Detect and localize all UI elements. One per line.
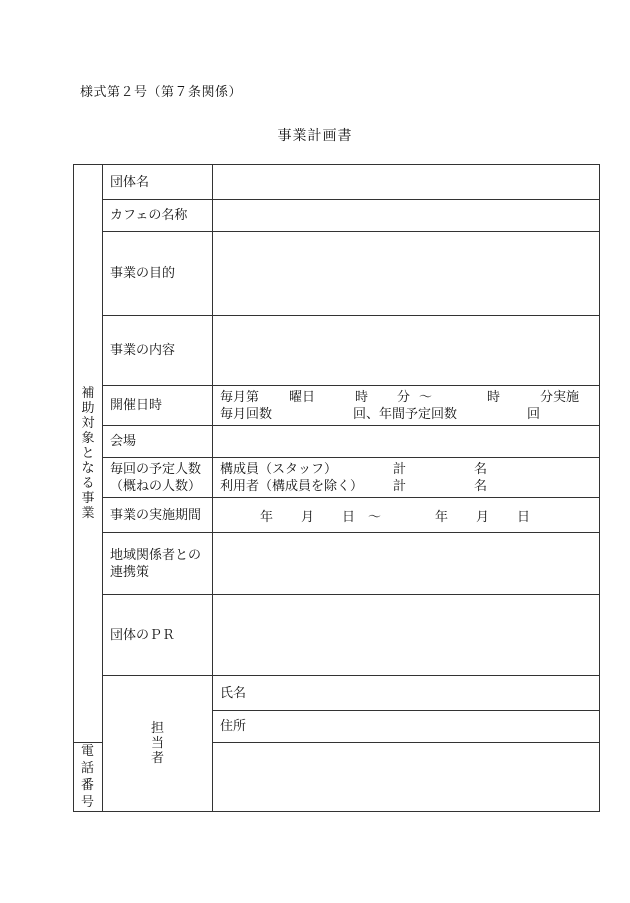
field-datetime[interactable] bbox=[213, 386, 600, 426]
label-cafe-name: カフェの名称 bbox=[103, 200, 213, 232]
field-cooperation[interactable] bbox=[213, 533, 600, 595]
people-line-users: 利用者（構成員を除く） 計 名 bbox=[220, 478, 488, 494]
form-number: 様式第２号（第７条関係） bbox=[80, 85, 243, 100]
label-datetime: 開催日時 bbox=[103, 386, 213, 426]
datetime-line-2: 毎月回数 回、年間予定回数 回 bbox=[220, 406, 541, 422]
label-content: 事業の内容 bbox=[103, 316, 213, 386]
label-cooperation: 地域関係者との 連携策 bbox=[103, 533, 213, 595]
field-planned-people[interactable] bbox=[213, 458, 600, 498]
document-title: 事業計画書 bbox=[277, 128, 353, 144]
label-contact-phone: 電話番号 bbox=[74, 743, 103, 812]
people-line-staff: 構成員（スタッフ） 計 名 bbox=[220, 461, 488, 477]
period-line: 年 月 日 ～ 年 月 日 bbox=[260, 509, 531, 525]
label-venue: 会場 bbox=[103, 426, 213, 458]
field-purpose[interactable] bbox=[213, 232, 600, 316]
datetime-line-1: 毎月第 曜日 時 分 ～ 時 分実施 bbox=[220, 389, 580, 405]
contact-section-header: 担 当 者 bbox=[103, 676, 213, 812]
label-purpose: 事業の目的 bbox=[103, 232, 213, 316]
project-plan-table bbox=[73, 164, 600, 812]
field-contact-phone[interactable] bbox=[213, 743, 600, 812]
field-cafe-name[interactable] bbox=[213, 200, 600, 232]
field-pr[interactable] bbox=[213, 595, 600, 676]
field-group-name[interactable] bbox=[213, 165, 600, 200]
label-group-name: 団体名 bbox=[103, 165, 213, 200]
label-contact-name: 氏名 bbox=[213, 676, 600, 711]
label-planned-people: 毎回の予定人数 （概ねの人数） bbox=[103, 458, 213, 498]
label-contact-address: 住所 bbox=[213, 711, 600, 743]
label-pr: 団体のＰＲ bbox=[103, 595, 213, 676]
label-period: 事業の実施期間 bbox=[103, 498, 213, 533]
field-period[interactable] bbox=[213, 498, 600, 533]
field-venue[interactable] bbox=[213, 426, 600, 458]
field-content[interactable] bbox=[213, 316, 600, 386]
project-section-header: 補 助 対 象 と な る 事 業 bbox=[74, 165, 103, 743]
